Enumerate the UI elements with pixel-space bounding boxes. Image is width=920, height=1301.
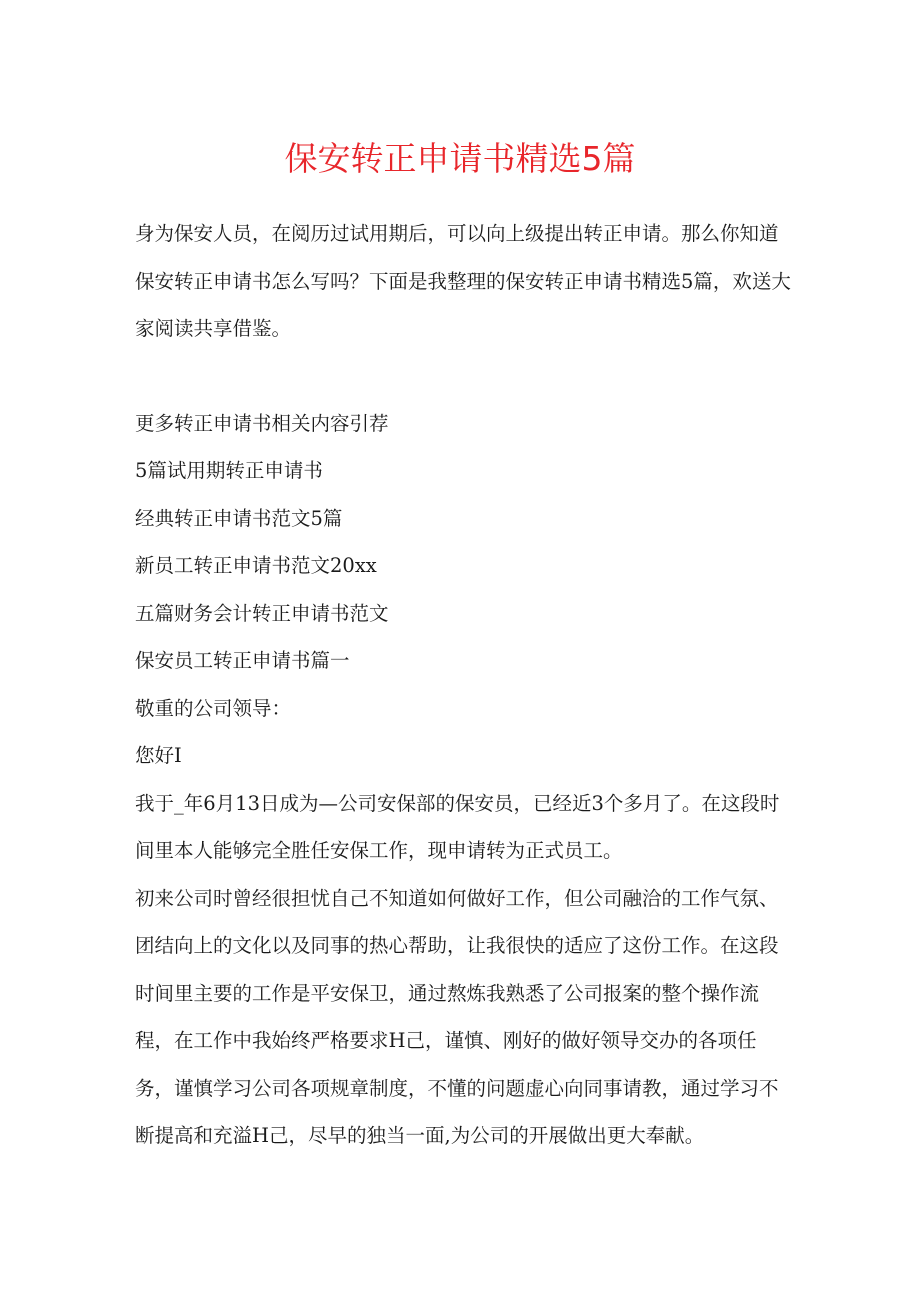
related-link-4[interactable]: 五篇财务会计转正申请书范文 [135,601,389,625]
document-body [135,210,795,1160]
related-heading: 更多转正申请书相关内容引荐 [135,411,389,435]
document-title: 保安转正申请书精选5篇 [284,139,636,178]
greeting: 您好I [135,744,182,767]
body-paragraph-1: 我于_年6月13日成为—公司安保部的保安员，已经近3个多月了。在这段时间里本人能够完全胜任安保工作，现申请转为正式员工。 [135,791,780,862]
section-title: 保安员工转正申请书篇一 [135,649,350,672]
related-link-3[interactable]: 新员工转正申请书范文20xx [135,554,377,577]
body-paragraph-2: 初来公司时曾经很担忧自己不知道如何做好工作，但公司融洽的工作气氛、团结向上的文化以及同事的热心帮助，让我很快的适应了这份工作。在这段时间里主要的工作是平安保卫，通过熬炼我熟悉了公司报案的整个操作流程，在工作中我始终严格要求H己，谨慎、刚好的做好领导交办的各项任务，谨慎学习公司各项规章制度，不懂的问题虚心向同事请教，通过学习不断提高和充溢H己，尽早的独当一面,为公司的开展做出更大奉献。 [135,886,779,1147]
related-link-2[interactable]: 经典转正申请书范文5篇 [135,506,343,530]
intro-paragraph: 身为保安人员，在阅历过试用期后，可以向上级提出转正申请。那么你知道保安转正申请书怎么写吗？下面是我整理的保安转正申请书精选5篇，欢送大家阅读共享借鉴。 [135,222,791,340]
related-link-1[interactable]: 5篇试用期转正申请书 [135,459,323,482]
salutation: 敬重的公司领导： [135,696,292,720]
spacer [135,353,795,400]
